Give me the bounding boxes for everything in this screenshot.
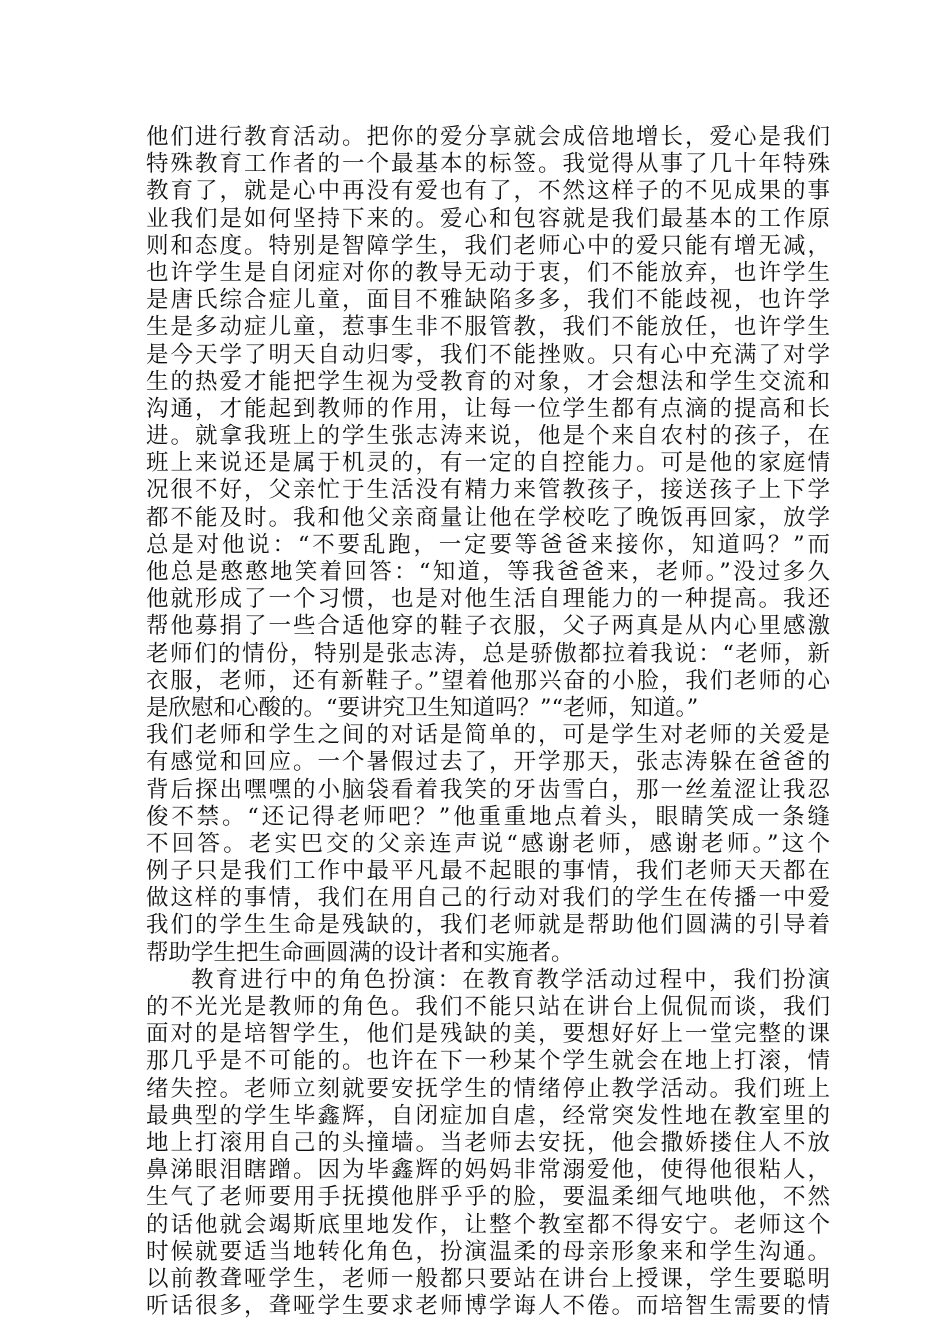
text-line: 的不光光是教师的角色。我们不能只站在讲台上侃侃而谈，我们 [146,994,830,1020]
text-line: 鼻涕眼泪瞎蹭。因为毕鑫辉的妈妈非常溺爱他，使得他很粘人， [146,1157,830,1184]
text-line: 教育进行中的角色扮演：在教育教学活动过程中，我们扮演 [191,966,830,993]
text-line: 最典型的学生毕鑫辉，自闭症加自虐，经常突发性地在教室里的 [146,1102,830,1129]
text-line: 帮他募捐了一些合适他穿的鞋子衣服，父子两真是从内心里感激 [146,613,830,640]
text-line: 我们老师和学生之间的对话是简单的，可是学生对老师的关爱是 [146,722,830,749]
text-line: 特殊教育工作者的一个最基本的标签。我觉得从事了几十年特殊 [146,151,830,178]
text-line: 面对的是培智学生，他们是残缺的美，要想好好上一堂完整的课 [146,1021,830,1048]
text-line: 帮助学生把生命画圆满的设计者和实施者。 [146,939,574,966]
text-line: 是欣慰和心酸的。“要讲究卫生知道吗？”“老师，知道。” [146,694,699,721]
text-line: 俊不禁。“还记得老师吧？”他重重地点着头，眼睛笑成一条缝 [146,803,830,830]
paragraph-1 [146,124,830,967]
text-line: 沟通，才能起到教师的作用，让每一位学生都有点滴的提高和长 [146,395,830,422]
text-line: 教育了，就是心中再没有爱也有了，不然这样子的不见成果的事 [146,178,830,205]
text-line: 不回答。老实巴交的父亲连声说“感谢老师，感谢老师。”这个 [146,830,830,857]
text-line: 例子只是我们工作中最平凡最不起眼的事情，我们老师天天都在 [146,858,830,885]
text-line: 则和态度。特别是智障学生，我们老师心中的爱只能有增无减， [146,232,830,259]
text-line: 生的热爱才能把学生视为受教育的对象，才会想法和学生交流和 [146,368,830,395]
text-line: 他总是憨憨地笑着回答：“知道，等我爸爸来，老师。”没过多久 [146,559,830,585]
text-line: 那几乎是不可能的。也许在下一秒某个学生就会在地上打滚，情 [146,1048,830,1075]
text-line: 也许学生是自闭症对你的教导无动于衷，们不能放弃，也许学生 [146,259,830,286]
text-line: 我们的学生生命是残缺的，我们老师就是帮助他们圆满的引导着 [146,912,830,939]
text-line: 是唐氏综合症儿童，面目不雅缺陷多多，我们不能歧视，也许学 [146,287,830,314]
text-line: 他们进行教育活动。把你的爱分享就会成倍地增长，爱心是我们 [146,124,830,150]
text-line: 都不能及时。我和他父亲商量让他在学校吃了晚饭再回家，放学 [146,504,830,531]
document-page [146,124,830,1320]
text-line: 况很不好，父亲忙于生活没有精力来管教孩子，接送孩子上下学 [146,477,830,504]
text-line: 以前教聋哑学生，老师一般都只要站在讲台上授课，学生要聪明 [146,1265,830,1292]
text-line: 衣服，老师，还有新鞋子。”望着他那兴奋的小脸，我们老师的心 [146,667,830,694]
text-line: 的话他就会竭斯底里地发作，让整个教室都不得安宁。老师这个 [146,1211,830,1238]
text-line: 绪失控。老师立刻就要安抚学生的情绪停止教学活动。我们班上 [146,1075,830,1102]
text-line: 班上来说还是属于机灵的，有一定的自控能力。可是他的家庭情 [146,450,830,477]
text-line: 背后探出嘿嘿的小脑袋看着我笑的牙齿雪白，那一丝羞涩让我忍 [146,776,830,803]
text-line: 业我们是如何坚持下来的。爱心和包容就是我们最基本的工作原 [146,205,830,232]
text-line: 进。就拿我班上的学生张志涛来说，他是个来自农村的孩子，在 [146,423,830,450]
text-line: 地上打滚用自己的头撞墙。当老师去安抚，他会撒娇搂住人不放 [146,1129,830,1156]
text-line: 做这样的事情，我们在用自己的行动对我们的学生在传播一中爱 [146,885,830,912]
text-line: 生气了老师要用手抚摸他胖乎乎的脸，要温柔细气地哄他，不然 [146,1184,830,1211]
text-line: 是今天学了明天自动归零，我们不能挫败。只有心中充满了对学 [146,341,830,368]
text-line: 他就形成了一个习惯，也是对他生活自理能力的一种提高。我还 [146,586,830,613]
text-line: 时候就要适当地转化角色，扮演温柔的母亲形象来和学生沟通。 [146,1238,830,1265]
text-line: 有感觉和回应。一个暑假过去了，开学那天，张志涛躲在爸爸的 [146,749,830,776]
text-line: 老师们的情份，特别是张志涛，总是骄傲都拉着我说：“老师，新 [146,640,830,667]
paragraph-2 [146,967,830,1320]
text-line: 生是多动症儿童，惹事生非不服管教，我们不能放任，也许学生 [146,314,830,341]
text-line: 听话很多，聋哑学生要求老师博学诲人不倦。而培智生需要的情 [146,1293,830,1320]
text-line: 总是对他说：“不要乱跑，一定要等爸爸来接你，知道吗？”而 [146,531,830,558]
